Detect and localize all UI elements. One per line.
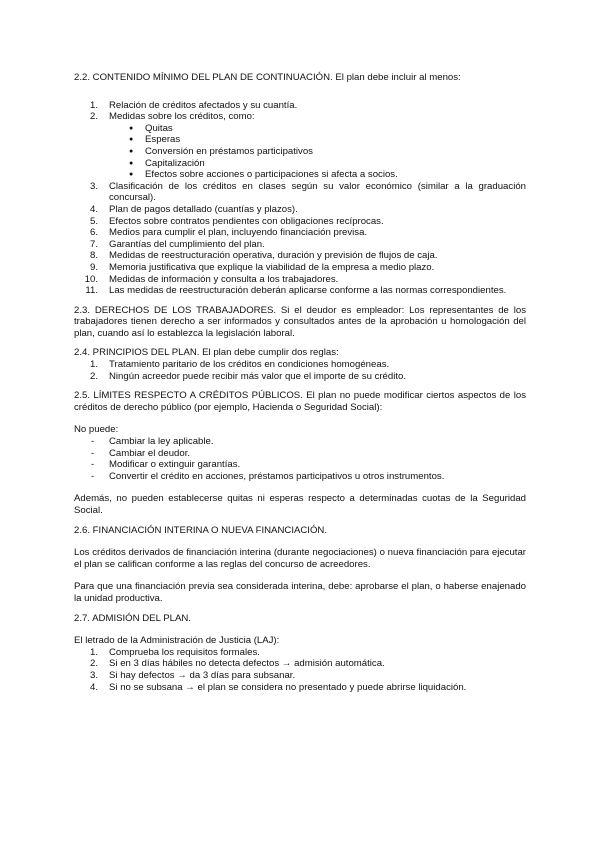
list-item: 11. Las medidas de reestructuración deberán aplicarse conforme a las normas correspondientes. — [85, 285, 507, 297]
list-item: 4. Plan de pagos detallado (cuantías y plazos). — [89, 203, 298, 215]
sublist-item: ● Conversión en préstamos participativos — [129, 145, 313, 157]
section-2-2-heading: 2.2. CONTENIDO MÍNIMO DEL PLAN DE CONTINUACIÓN. El plan debe incluir al menos: — [74, 72, 461, 83]
section-2-2-list — [74, 100, 526, 297]
section-2-6-paragraph-2: Para que una financiación previa sea considerada interina, debe: aprobarse el plan, o haberse enajenado la unidad productiva. — [74, 581, 526, 604]
section-2-3-paragraph: 2.3. DERECHOS DE LOS TRABAJADORES. Si el deudor es empleador: Los representantes de los trabajadores tienen derecho a ser informados y consultados antes de la aprobación u homologación del plan, cuando así lo establezca la legislación laboral. — [74, 304, 526, 339]
sublist-item: ● Capitalización — [129, 157, 205, 169]
list-item: 4. Si no se subsana → el plan se considera no presentado y puede abrirse liquidación. — [89, 681, 467, 693]
section-2-7-list — [74, 647, 526, 693]
section-2-6-heading: 2.6. FINANCIACIÓN INTERINA O NUEVA FINANCIACIÓN. — [74, 524, 328, 536]
list-item: - Cambiar el deudor. — [91, 447, 191, 459]
list-item: 1. Relación de créditos afectados y su cuantía. — [89, 99, 298, 111]
list-item: 2. Si en 3 días hábiles no detecta defectos → admisión automática. — [89, 658, 385, 670]
section-2-4-heading: 2.4. PRINCIPIOS DEL PLAN. El plan debe cumplir dos reglas: — [74, 347, 339, 359]
bullet-icon: ● — [129, 159, 134, 167]
document-page — [74, 72, 526, 693]
list-item: 7. Garantías del cumplimiento del plan. — [89, 238, 265, 250]
list-item: 2. Medidas sobre los créditos, como: ● Quitas ● Esperas ● Conversión en préstamos participativos ● Capitalización ● Efectos sobre acciones o participaciones si afecta a socios. — [74, 111, 526, 181]
bullet-icon: ● — [129, 124, 134, 132]
section-2-4-list — [74, 359, 526, 382]
section-2-5-list — [74, 436, 526, 482]
section-2-7-heading: 2.7. ADMISIÓN DEL PLAN. — [74, 612, 191, 624]
list-item: 9. Memoria justificativa que explique la viabilidad de la empresa a medio plazo. — [89, 261, 435, 273]
section-2-7-intro: El letrado de la Administración de Justicia (LAJ): — [74, 635, 280, 647]
section-2-5-extra-paragraph: Además, no pueden establecerse quitas ni esperas respecto a determinadas cuotas de la Seguridad Social. — [74, 493, 526, 516]
list-item: 8. Medidas de reestructuración operativa, duración y previsión de flujos de caja. — [89, 250, 438, 262]
list-item: 2. Ningún acreedor puede recibir más valor que el importe de su crédito. — [89, 370, 407, 382]
list-item: - Modificar o extinguir garantías. — [91, 459, 241, 471]
bullet-icon: ● — [129, 147, 134, 155]
list-item: 3. Si hay defectos → da 3 días para subsanar. — [89, 669, 296, 681]
sublist-item: ● Esperas — [129, 134, 181, 146]
list-item: 3. Clasificación de los créditos en clases según su valor económico (similar a la graduación concursal). — [89, 180, 526, 204]
list-item: 6. Medios para cumplir el plan, incluyendo financiación previsa. — [89, 227, 368, 239]
bullet-icon: ● — [129, 136, 134, 144]
section-2-5-paragraph: 2.5. LÍMITES RESPECTO A CRÉDITOS PÚBLICOS. El plan no puede modificar ciertos aspectos de los créditos de derecho público (por ejemplo, Hacienda o Seguridad Social): — [74, 390, 526, 413]
list-item: 1. Tratamiento paritario de los créditos en condiciones homogéneas. — [89, 359, 390, 371]
list-item: 1. Comprueba los requisitos formales. — [89, 646, 260, 658]
measures-sublist — [74, 123, 526, 181]
list-item: - Cambiar la ley aplicable. — [91, 436, 214, 448]
list-item: 10. Medidas de información y consulta a los trabajadores. — [84, 273, 339, 285]
no-puede-label: No puede: — [74, 424, 119, 436]
section-2-6-paragraph-1: Los créditos derivados de financiación interina (durante negociaciones) o nueva financiación para ejecutar el plan se califican conforme a las reglas del concurso de acreedores. — [74, 547, 526, 570]
sublist-item: ● Quitas — [129, 122, 173, 134]
list-item: 5. Efectos sobre contratos pendientes con obligaciones recíprocas. — [89, 215, 384, 227]
sublist-item: ● Efectos sobre acciones o participaciones si afecta a socios. — [129, 169, 398, 181]
bullet-icon: ● — [129, 171, 134, 179]
list-item: - Convertir el crédito en acciones, préstamos participativos u otros instrumentos. — [91, 470, 445, 482]
